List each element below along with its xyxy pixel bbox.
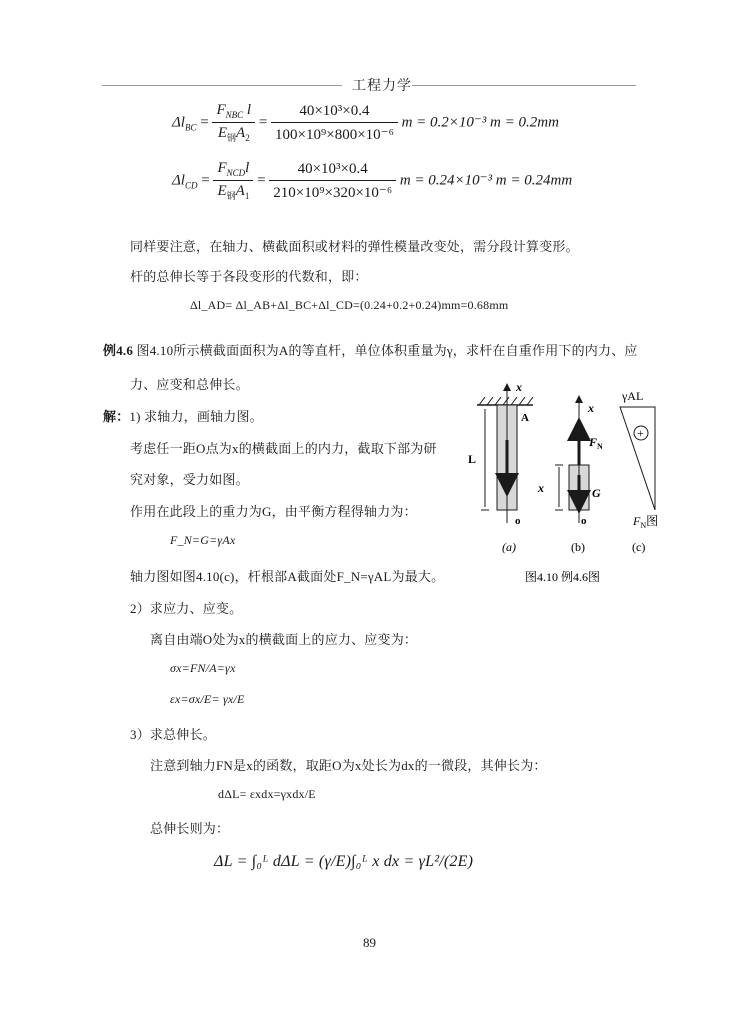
fig-a-label-o: o bbox=[515, 515, 521, 527]
fraction-bc-numeric: $\frac{\text{40×10³×0.4}}{\text{100×10⁹×800×10⁻⁶}}$ bbox=[271, 103, 398, 144]
header-rule-right bbox=[412, 85, 636, 86]
step1-line-3: 作用在此段上的重力为G，由平衡方程得轴力为： bbox=[130, 504, 417, 519]
equation-total-delta-l: Δl_AD= Δl_AB+Δl_BC+Δl_CD=(0.24+0.2+0.24)mm=0.68mm bbox=[190, 298, 509, 312]
example-text-line-2: 力、应变和总伸长。 bbox=[130, 377, 249, 392]
fig-b-label-o: o bbox=[581, 515, 587, 527]
fig-sub-label-b: (b) bbox=[571, 540, 585, 554]
step3-elongation-equation: dΔL= εxdx=γxdx/E bbox=[218, 787, 316, 801]
figure-caption: 图4.10 例4.6图 bbox=[525, 570, 601, 584]
fig-b-label-x: x bbox=[588, 401, 594, 415]
step2-stress-equation: σx=FN/A=γx bbox=[170, 661, 236, 675]
fig-a-label-x: x bbox=[516, 380, 522, 394]
fig-c-label-fn-diagram: $F_N$图 bbox=[633, 514, 659, 530]
fig-b-label-G: G bbox=[592, 486, 601, 500]
fig-c-label-gamma-al: γAL bbox=[622, 389, 644, 403]
fig-a-hatch bbox=[479, 397, 533, 405]
header-rule-left bbox=[102, 85, 342, 86]
figure-4-10 bbox=[455, 380, 685, 584]
fig-a-label-A: A bbox=[521, 412, 529, 424]
fig-a-label-L: L bbox=[468, 452, 477, 466]
fraction-fnbc-over-ea2: $\frac{F_{NBC} l}{E_钢A_2}$ bbox=[212, 102, 255, 144]
example-text: 图4.10所示横截面面积为A的等直杆，单位体积重量为γ，求杆在自重作用下的内力、应 bbox=[133, 343, 638, 358]
fraction-cd-numeric: $\frac{\text{40×10³×0.4}}{\text{210×10⁹×320×10⁻⁶}}$ bbox=[269, 161, 396, 202]
fig-c-axial-force-diagram bbox=[620, 407, 655, 510]
step1-line-2: 究对象，受力如图。 bbox=[130, 472, 249, 487]
equation-delta-l-bc: $\Delta l_{BC}$ = $\frac{F_{NBC} l}{E_钢A_2}$ = $\frac{\text{40×10³×0.4}}{\text{100×10⁹×800×10⁻⁶}}$ m = 0.2×10⁻³ m = 0.2mm bbox=[172, 102, 559, 143]
example-label: 例4.6 bbox=[103, 343, 134, 358]
step1-axial-force-equation: F_N=G=γAx bbox=[170, 533, 236, 547]
fraction-fncd-over-ea1: $\frac{F_{NCD}l}{E_钢A_1}$ bbox=[213, 160, 253, 202]
header-title: 工程力学 bbox=[352, 79, 412, 94]
fig-sub-label-c: (c) bbox=[632, 540, 646, 554]
step-3-heading: 3）求总伸长。 bbox=[130, 727, 216, 742]
equation-delta-l-cd: $\Delta l_{CD}$ = $\frac{F_{NCD}l}{E_钢A_1}$ = $\frac{\text{40×10³×0.4}}{\text{210×10⁹×320×10⁻⁶}}$ m = 0.24×10⁻³ m = 0.24mm bbox=[172, 160, 573, 201]
step3-line-1: 注意到轴力FN是x的函数，取距O为x处长为dx的一微段，其伸长为： bbox=[150, 758, 547, 773]
fig-b-label-fn: $F_N$ bbox=[589, 435, 603, 451]
fig-sub-label-a: (a) bbox=[502, 540, 516, 554]
page-number: 89 bbox=[363, 935, 376, 950]
step2-line-1: 离自由端O处为x的横截面上的应力、应变为： bbox=[150, 632, 418, 647]
paragraph-total-elongation: 杆的总伸长等于各段变形的代数和，即： bbox=[130, 269, 368, 284]
solution-label: 解： bbox=[103, 409, 130, 424]
example-heading bbox=[103, 340, 638, 359]
step1-line-4: 轴力图如图4.10(c)，杆根部A截面处F_N=γAL为最大。 bbox=[130, 569, 445, 584]
step3-line-2: 总伸长则为： bbox=[150, 821, 230, 836]
final-elongation-equation: ΔL = ∫₀ᴸ dΔL = (γ/E)∫₀ᴸ x dx = γL²/(2E) bbox=[214, 853, 474, 870]
solution-step-1: 解：1) 求轴力，画轴力图。 bbox=[103, 409, 263, 424]
step1-line-1: 考虑任一距O点为x的横截面上的内力，截取下部为研 bbox=[130, 441, 437, 456]
step2-strain-equation: εx=σx/E= γx/E bbox=[170, 692, 245, 706]
paragraph-segment-note: 同样要注意，在轴力、横截面积或材料的弹性模量改变处，需分段计算变形。 bbox=[130, 239, 579, 254]
step-2-heading: 2）求应力、应变。 bbox=[130, 601, 243, 616]
fig-c-plus-sign: + bbox=[637, 426, 644, 440]
fig-b-label-x-left: x bbox=[538, 481, 544, 495]
